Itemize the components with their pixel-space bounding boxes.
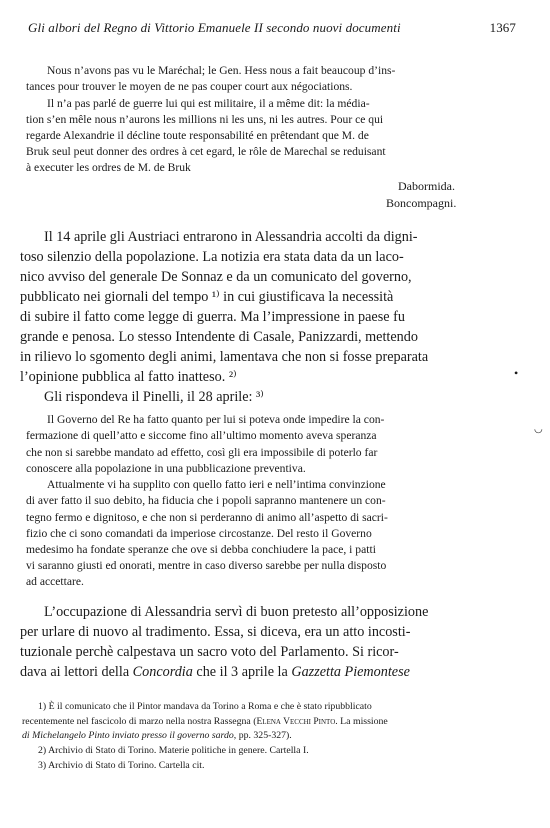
body-line: Il 14 aprile gli Austriaci entrarono in Alessandria accolti da digni- — [44, 229, 418, 245]
running-title: Gli albori del Regno di Vittorio Emanuele II secondo nuovi documenti — [28, 20, 401, 35]
margin-mark: ◡ — [534, 424, 543, 435]
quote-line: fermazione di quell’atto e siccome fino all’ultimo momento aveva speranza — [26, 429, 377, 442]
footnote-3: 3) Archivio di Stato di Torino. Cartella cit. — [38, 760, 205, 771]
quote-line: di aver fatto il suo debito, ha fiducia che i popoli sapranno mantenere un con- — [26, 494, 386, 507]
quote-line: fizio che ci sono comandati da imperiose circostanze. Del resto il Governo — [26, 527, 372, 540]
body-line: pubblicato nei giornali del tempo ¹⁾ in cui giustificava la necessità — [20, 289, 394, 305]
concordia-title: Concordia — [132, 664, 193, 680]
page-number: 1367 — [489, 20, 516, 35]
signature-boncompagni: Boncompagni. — [386, 196, 457, 210]
body-line: tuzionale perchè calpestava un sacro voto del Parlamento. Si ricor- — [20, 644, 399, 660]
letter-line: à executer les ordres de M. de Bruk — [26, 161, 191, 174]
quote-line: Il Governo del Re ha fatto quanto per lui si poteva onde impedire la con- — [47, 413, 385, 426]
margin-mark: • — [514, 366, 519, 380]
quote-line: conoscere alla popolazione in una pubblicazione preventiva. — [26, 462, 306, 475]
body-line: Gli rispondeva il Pinelli, il 28 aprile: ³⁾ — [44, 389, 264, 405]
letter-line: Bruk seul peut donner des ordres à cet egard, le rôle de Marechal se reduisant — [26, 145, 386, 158]
quote-line: medesimo ha fondate speranze che ove si debba conchiudere la pace, i patti — [26, 543, 376, 556]
footnote-text: . La missione — [335, 716, 388, 727]
footnote-marker: 1) — [38, 701, 47, 712]
quote-line: tegno fermo e dignitoso, e che non si perderanno di animo all’aspetto di sacri- — [26, 511, 388, 524]
text-run: dava ai lettori della — [20, 664, 133, 680]
body-line: L’occupazione di Alessandria servì di buon pretesto all’opposizione — [44, 604, 429, 620]
footnote-author: Elena Vecchi Pinto — [256, 717, 336, 727]
footnote-text: È il comunicato che il Pintor mandava da Torino a Roma e che è stato ripubblicato — [48, 701, 372, 712]
quote-line: vi saranno giusti ed onorati, mentre in caso diverso sarebbe per nulla disposto — [26, 559, 387, 572]
footnote-text: , pp. 325-327). — [233, 730, 292, 741]
text-run: che il 3 aprile la — [192, 664, 292, 680]
quote-line: Attualmente vi ha supplito con quello fatto ieri e nell’intima convinzione — [47, 478, 386, 491]
body-line: grande e penosa. Lo stesso Intendente di Casale, Panizzardi, mettendo — [20, 329, 418, 345]
letter-line: Il n’a pas parlé de guerre lui qui est militaire, il a même dit: la média- — [47, 97, 370, 110]
footnote-text: recentemente nel fascicolo di marzo nella nostra Rassegna ( — [22, 716, 257, 727]
footnote-title: di Michelangelo Pinto inviato presso il governo sardo — [22, 730, 234, 741]
letter-line: Nous n’avons pas vu le Maréchal; le Gen. Hess nous a fait beaucoup d’ins- — [47, 64, 396, 77]
body-line: per urlare di nuovo al tradimento. Essa, si diceva, era un atto incosti- — [20, 624, 411, 640]
signature-dabormida: Dabormida. — [398, 179, 455, 193]
footnote-1 — [38, 701, 372, 712]
body-line: toso silenzio della popolazione. La notizia era stata data da un laco- — [20, 249, 404, 265]
footnote-1-cont — [22, 716, 388, 727]
body-line: l’opinione pubblica al fatto inatteso. ²⁾ — [20, 369, 237, 385]
footnote-2: 2) Archivio di Stato di Torino. Materie politiche in genere. Cartella I. — [38, 745, 309, 756]
gazzetta-title: Gazzetta Piemontese — [291, 664, 410, 680]
body-line — [20, 664, 410, 681]
body-line: di subire il fatto come legge di guerra. Ma l’impressione in paese fu — [20, 309, 405, 325]
letter-line: tances pour trouver le moyen de ne pas couper court aux négociations. — [26, 80, 353, 93]
letter-line: regarde Alexandrie il décline toute responsabilité en prêtendant que M. de — [26, 129, 369, 142]
letter-line: tion s’en mêle nous n’aurons les millions ni les uns, ni les autres. Pour ce qui — [26, 113, 384, 126]
body-line: in rilievo lo sgomento degli animi, lamentava che non si fosse preparata — [20, 349, 429, 365]
running-header — [28, 20, 516, 36]
body-line: nico avviso del generale De Sonnaz e da un comunicato del governo, — [20, 269, 412, 285]
footnote-1-cont — [22, 730, 292, 741]
quote-line: ad accettare. — [26, 575, 84, 588]
quote-line: che non si sarebbe mandato ad effetto, così gli era impossibile di poterlo far — [26, 446, 378, 459]
